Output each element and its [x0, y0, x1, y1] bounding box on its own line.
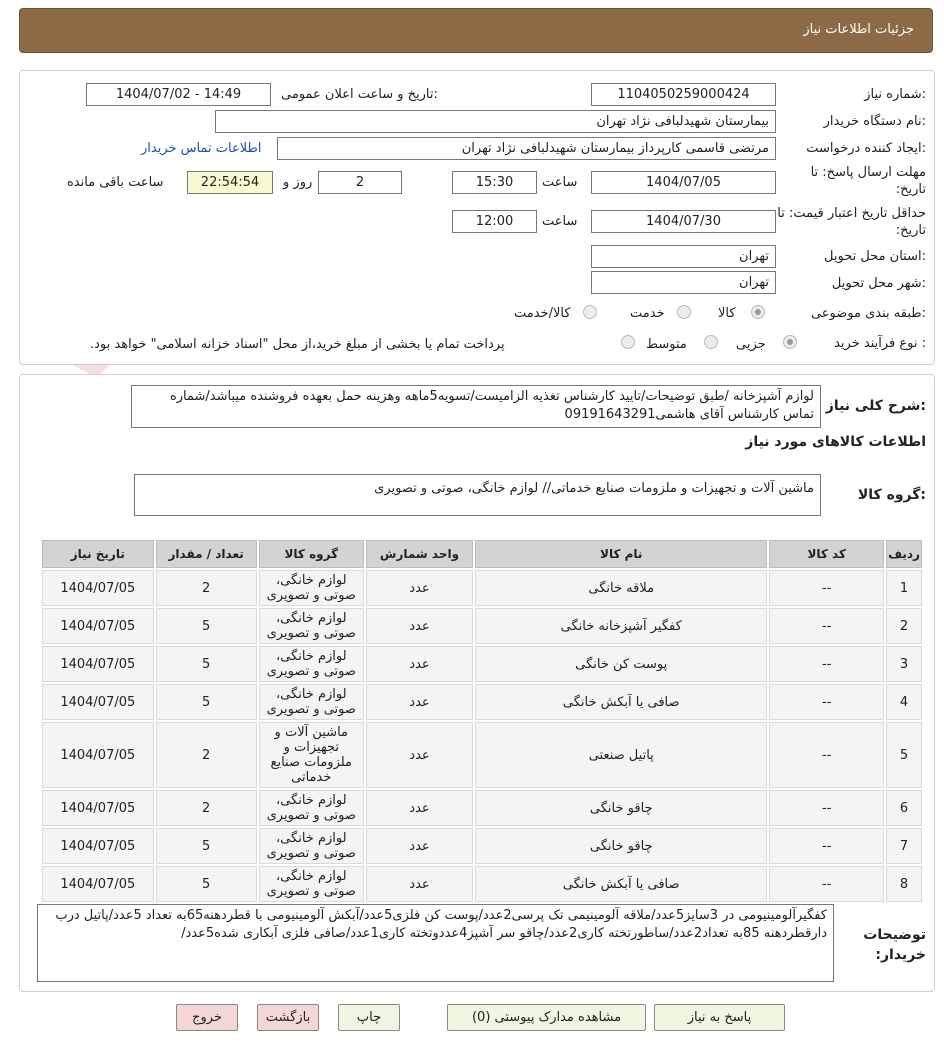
- cell-name: چاقو خانگی: [475, 828, 767, 864]
- cell-unit: عدد: [366, 866, 473, 902]
- cell-qty: 2: [156, 790, 257, 826]
- buyer-notes-text: کفگیرآلومینیومی در 3سایز5عدد/ملاقه آلومینیمی تک پرسی2عدد/پوست کن فلزی5عدد/آبکش آلومینیومی با قطردهنه65به تعداد 5عدد/پاتیل درب دارقطردهنه 85به تعداد2عدد/ساطورتخته کاری2عدد/چاقو سر آشپز4عددوتخته کاری1عدد/صافی فلزی آبکاری شده5عدد/: [37, 904, 834, 982]
- cell-qty: 5: [156, 828, 257, 864]
- category-label: طبقه بندی موضوعی:: [810, 306, 926, 321]
- cell-name: پاتیل صنعتی: [475, 722, 767, 788]
- cell-unit: عدد: [366, 570, 473, 606]
- cell-unit: عدد: [366, 608, 473, 644]
- cell-qty: 2: [156, 570, 257, 606]
- announce-label: تاریخ و ساعت اعلان عمومی:: [281, 87, 438, 102]
- remaining-time-field: 22:54:54: [187, 171, 273, 194]
- purchase-option-minor: جزیی: [736, 337, 766, 352]
- table-row: [42, 684, 922, 720]
- cell-qty: 2: [156, 722, 257, 788]
- page-title-bar: [19, 8, 933, 53]
- days-label: روز و: [283, 175, 313, 190]
- print-button[interactable]: چاپ: [338, 1004, 400, 1031]
- validity-label: حداقل تاریخ اعتبار قیمت: تا تاریخ:: [777, 206, 926, 238]
- category-radio-goods[interactable]: [751, 305, 765, 319]
- table-row: [42, 866, 922, 902]
- col-header-name: نام کالا: [475, 540, 767, 568]
- cell-qty: 5: [156, 608, 257, 644]
- deadline-label: مهلت ارسال پاسخ: تا تاریخ:: [810, 165, 926, 197]
- cell-code: --: [769, 790, 884, 826]
- cell-row: 3: [886, 646, 922, 682]
- cell-row: 6: [886, 790, 922, 826]
- cell-group: لوازم خانگی، صوتی و تصویری: [259, 790, 364, 826]
- items-table-header: [42, 540, 922, 568]
- cell-name: چاقو خانگی: [475, 790, 767, 826]
- cell-row: 5: [886, 722, 922, 788]
- cell-code: --: [769, 828, 884, 864]
- cell-qty: 5: [156, 684, 257, 720]
- cell-group: لوازم خانگی، صوتی و تصویری: [259, 866, 364, 902]
- cell-unit: عدد: [366, 828, 473, 864]
- cell-code: --: [769, 866, 884, 902]
- cell-code: --: [769, 608, 884, 644]
- table-row: [42, 608, 922, 644]
- announce-datetime-field: 1404/07/02 - 14:49: [86, 83, 271, 106]
- col-header-qty: تعداد / مقدار: [156, 540, 257, 568]
- table-row: [42, 646, 922, 682]
- col-header-date: تاریخ نیاز: [42, 540, 154, 568]
- province-label: استان محل تحویل:: [824, 249, 926, 264]
- category-radio-goods-service[interactable]: [583, 305, 597, 319]
- cell-code: --: [769, 570, 884, 606]
- group-text: ماشین آلات و تجهیزات و ملزومات صنایع خدماتی// لوازم خانگی، صوتی و تصویری: [134, 474, 821, 516]
- cell-group: لوازم خانگی، صوتی و تصویری: [259, 684, 364, 720]
- days-field: 2: [318, 171, 402, 194]
- buyer-contact-link[interactable]: اطلاعات تماس خریدار: [141, 141, 262, 156]
- table-row: [42, 722, 922, 788]
- cell-row: 8: [886, 866, 922, 902]
- cell-unit: عدد: [366, 646, 473, 682]
- reply-button[interactable]: پاسخ به نیاز: [654, 1004, 785, 1031]
- table-row: [42, 828, 922, 864]
- deadline-time-label: ساعت: [542, 175, 578, 190]
- category-option-goods-service: کالا/خدمت: [514, 306, 571, 321]
- cell-name: کفگیر آشپزخانه خانگی: [475, 608, 767, 644]
- deadline-time-field: 15:30: [452, 171, 537, 194]
- cell-name: ملاقه خانگی: [475, 570, 767, 606]
- table-row: [42, 790, 922, 826]
- city-label: شهر محل تحویل:: [831, 276, 926, 291]
- cell-unit: عدد: [366, 722, 473, 788]
- validity-time-field: 12:00: [452, 210, 537, 233]
- cell-group: لوازم خانگی، صوتی و تصویری: [259, 570, 364, 606]
- need-number-field: 1104050259000424: [591, 83, 776, 106]
- cell-group: لوازم خانگی، صوتی و تصویری: [259, 608, 364, 644]
- group-label: گروه کالا:: [857, 487, 926, 503]
- back-button[interactable]: بازگشت: [257, 1004, 319, 1031]
- cell-group: لوازم خانگی، صوتی و تصویری: [259, 828, 364, 864]
- validity-time-label: ساعت: [542, 214, 578, 229]
- col-header-row: ردیف: [886, 540, 922, 568]
- cell-qty: 5: [156, 646, 257, 682]
- cell-date: 1404/07/05: [42, 722, 154, 788]
- cell-date: 1404/07/05: [42, 790, 154, 826]
- col-header-group: گروه کالا: [259, 540, 364, 568]
- treasury-note: پرداخت تمام یا بخشی از مبلغ خرید،از محل "اسناد خزانه اسلامی" خواهد بود.: [90, 337, 505, 352]
- cell-unit: عدد: [366, 790, 473, 826]
- requester-field: مرتضی قاسمی کارپرداز بیمارستان شهیدلبافی نژاد تهران: [277, 137, 776, 160]
- cell-row: 7: [886, 828, 922, 864]
- province-field: تهران: [591, 245, 776, 268]
- category-option-service: خدمت: [630, 306, 665, 321]
- need-number-label: شماره نیاز:: [864, 87, 926, 102]
- cell-qty: 5: [156, 866, 257, 902]
- cell-group: ماشین آلات و تجهیزات و ملزومات صنایع خدماتی: [259, 722, 364, 788]
- purchase-type-label: نوع فرآیند خرید :: [834, 336, 926, 351]
- validity-date-field: 1404/07/30: [591, 210, 776, 233]
- treasury-checkbox[interactable]: [621, 335, 635, 349]
- cell-row: 1: [886, 570, 922, 606]
- col-header-unit: واحد شمارش: [366, 540, 473, 568]
- col-header-code: کد کالا: [769, 540, 884, 568]
- category-option-goods: کالا: [718, 306, 736, 321]
- cell-row: 2: [886, 608, 922, 644]
- cell-date: 1404/07/05: [42, 608, 154, 644]
- page-title: جزئیات اطلاعات نیاز: [803, 22, 914, 37]
- buyer-notes-label: توضیحات خریدار:: [863, 927, 926, 963]
- cell-code: --: [769, 646, 884, 682]
- cell-date: 1404/07/05: [42, 866, 154, 902]
- cell-unit: عدد: [366, 684, 473, 720]
- exit-button[interactable]: خروج: [176, 1004, 238, 1031]
- cell-code: --: [769, 684, 884, 720]
- cell-date: 1404/07/05: [42, 828, 154, 864]
- requester-label: ایجاد کننده درخواست:: [806, 141, 926, 156]
- cell-date: 1404/07/05: [42, 684, 154, 720]
- cell-code: --: [769, 722, 884, 788]
- city-field: تهران: [591, 271, 776, 294]
- purchase-radio-minor[interactable]: [783, 335, 797, 349]
- purchase-radio-medium[interactable]: [704, 335, 718, 349]
- table-row: [42, 570, 922, 606]
- buyer-org-field: بیمارستان شهیدلبافی نژاد تهران: [215, 110, 776, 133]
- items-heading: اطلاعات کالاهای مورد نیاز: [745, 434, 926, 450]
- cell-group: لوازم خانگی، صوتی و تصویری: [259, 646, 364, 682]
- cell-name: پوست کن خانگی: [475, 646, 767, 682]
- cell-date: 1404/07/05: [42, 646, 154, 682]
- items-table: [40, 538, 924, 904]
- buyer-org-label: نام دستگاه خریدار:: [823, 114, 926, 129]
- remaining-time-label: ساعت باقی مانده: [67, 175, 164, 190]
- cell-name: صافی یا آبکش خانگی: [475, 866, 767, 902]
- summary-text: لوازم آشپزخانه /طبق توضیحات/تایید کارشناس تغذیه الزامیست/تسویه5ماهه وهزینه حمل بعهده فروشنده میباشد/شماره تماس کارشناس آقای هاشمی09191643291: [131, 385, 821, 428]
- deadline-date-field: 1404/07/05: [591, 171, 776, 194]
- cell-row: 4: [886, 684, 922, 720]
- purchase-option-medium: متوسط: [646, 337, 687, 352]
- attachments-button[interactable]: مشاهده مدارک پیوستی (0): [447, 1004, 646, 1031]
- summary-label: شرح کلی نیاز:: [825, 398, 926, 414]
- category-radio-service[interactable]: [677, 305, 691, 319]
- cell-name: صافی یا آبکش خانگی: [475, 684, 767, 720]
- cell-date: 1404/07/05: [42, 570, 154, 606]
